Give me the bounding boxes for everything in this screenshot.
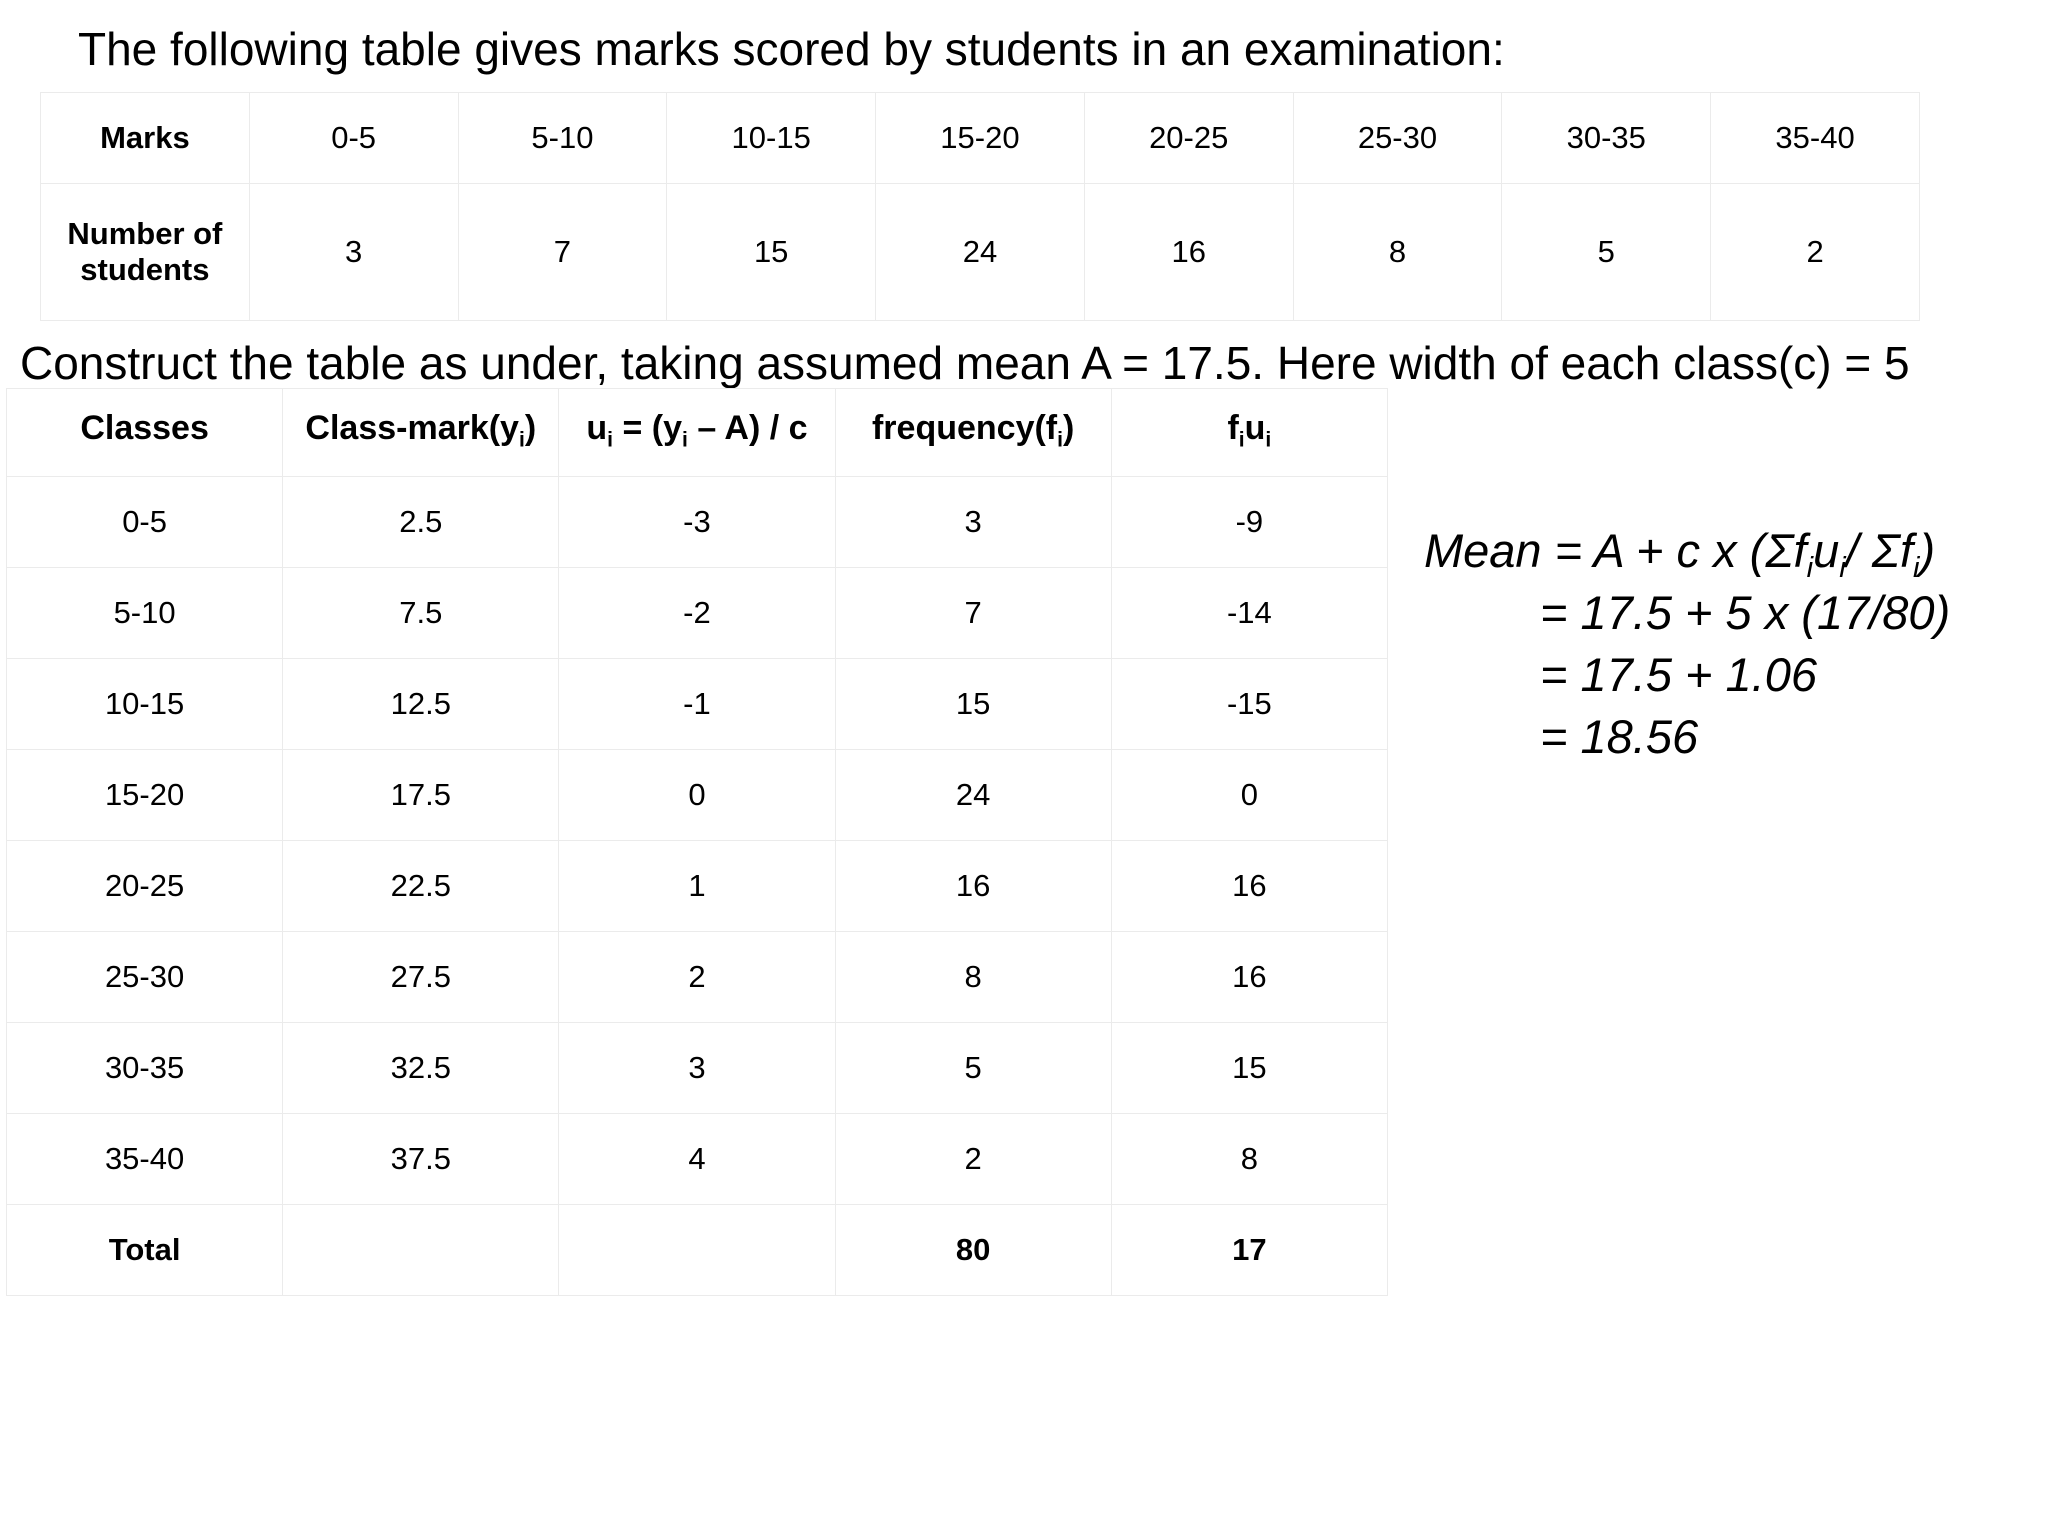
table-row bbox=[7, 659, 1388, 750]
class-mark-cell: 32.5 bbox=[283, 1023, 559, 1114]
mean-formula bbox=[1424, 520, 1950, 768]
frequency-cell: 3 bbox=[835, 477, 1111, 568]
fu-cell: 0 bbox=[1111, 750, 1387, 841]
table-row-marks bbox=[41, 93, 1920, 184]
u-cell: 2 bbox=[559, 932, 835, 1023]
class-mark-cell: 2.5 bbox=[283, 477, 559, 568]
u-cell: -1 bbox=[559, 659, 835, 750]
frequency-cell: 8 bbox=[835, 932, 1111, 1023]
class-mark-cell: 17.5 bbox=[283, 750, 559, 841]
fu-cell: -9 bbox=[1111, 477, 1387, 568]
marks-frequency-table bbox=[40, 92, 1920, 321]
class-mark-cell: 7.5 bbox=[283, 568, 559, 659]
class-mark-cell: 12.5 bbox=[283, 659, 559, 750]
header-fu: $f_iu_i$ bbox=[1111, 389, 1387, 477]
fu-cell: 16 bbox=[1111, 841, 1387, 932]
students-cell: 24 bbox=[876, 184, 1085, 321]
header-u: $u_i = (y_i - A) / c$ bbox=[559, 389, 835, 477]
class-mark-cell: 22.5 bbox=[283, 841, 559, 932]
table-row bbox=[7, 1114, 1388, 1205]
assumed-mean-table bbox=[6, 388, 1388, 1296]
fu-cell: -15 bbox=[1111, 659, 1387, 750]
students-cell: 3 bbox=[249, 184, 458, 321]
students-cell: 15 bbox=[667, 184, 876, 321]
class-mark-cell: 37.5 bbox=[283, 1114, 559, 1205]
frequency-cell: 5 bbox=[835, 1023, 1111, 1114]
row-header-marks: Marks bbox=[41, 93, 250, 184]
class-cell: 25-30 bbox=[7, 932, 283, 1023]
header-classes: Classes bbox=[7, 389, 283, 477]
page-title: The following table gives marks scored by students in an examination: bbox=[78, 23, 1505, 75]
fu-cell: 15 bbox=[1111, 1023, 1387, 1114]
table-row bbox=[7, 841, 1388, 932]
fu-cell: 16 bbox=[1111, 932, 1387, 1023]
total-frequency: 80 bbox=[835, 1205, 1111, 1296]
class-cell: 5-10 bbox=[7, 568, 283, 659]
table-row bbox=[7, 750, 1388, 841]
frequency-cell: 15 bbox=[835, 659, 1111, 750]
formula-line-3: = 17.5 + 1.06 bbox=[1540, 648, 1818, 701]
frequency-cell: 7 bbox=[835, 568, 1111, 659]
marks-cell: 0-5 bbox=[249, 93, 458, 184]
formula-line-4: = 18.56 bbox=[1540, 710, 1699, 763]
class-mark-cell: 27.5 bbox=[283, 932, 559, 1023]
u-cell: -3 bbox=[559, 477, 835, 568]
row-header-students: Number of students bbox=[41, 184, 250, 321]
class-cell: 15-20 bbox=[7, 750, 283, 841]
u-cell: 3 bbox=[559, 1023, 835, 1114]
frequency-cell: 16 bbox=[835, 841, 1111, 932]
students-cell: 2 bbox=[1711, 184, 1920, 321]
marks-cell: 5-10 bbox=[458, 93, 667, 184]
table-row bbox=[7, 932, 1388, 1023]
class-cell: 0-5 bbox=[7, 477, 283, 568]
marks-cell: 20-25 bbox=[1084, 93, 1293, 184]
marks-cell: 15-20 bbox=[876, 93, 1085, 184]
marks-cell: 35-40 bbox=[1711, 93, 1920, 184]
students-cell: 8 bbox=[1293, 184, 1502, 321]
fu-cell: -14 bbox=[1111, 568, 1387, 659]
class-cell: 10-15 bbox=[7, 659, 283, 750]
marks-cell: 25-30 bbox=[1293, 93, 1502, 184]
header-class-mark: Class-$mark(y_i)$ bbox=[283, 389, 559, 477]
class-cell: 20-25 bbox=[7, 841, 283, 932]
total-label: Total bbox=[7, 1205, 283, 1296]
total-row bbox=[7, 1205, 1388, 1296]
instruction-text: Construct the table as under, taking assumed mean A = 17.5. Here width of each class(c) = 5 bbox=[20, 337, 1910, 389]
u-cell: 1 bbox=[559, 841, 835, 932]
students-cell: 7 bbox=[458, 184, 667, 321]
empty-cell bbox=[283, 1205, 559, 1296]
formula-line-2: = 17.5 + 5 x (17/80) bbox=[1540, 586, 1951, 639]
formula-line-1: Mean = A + c x ($\Sigma f_iu_i/$ $\Sigma f_i$) bbox=[1424, 524, 1936, 585]
u-cell: -2 bbox=[559, 568, 835, 659]
marks-cell: 10-15 bbox=[667, 93, 876, 184]
students-cell: 16 bbox=[1084, 184, 1293, 321]
header-frequency: $frequency(f_i)$ bbox=[835, 389, 1111, 477]
table-row bbox=[7, 477, 1388, 568]
students-cell: 5 bbox=[1502, 184, 1711, 321]
table-row bbox=[7, 1023, 1388, 1114]
class-cell: 30-35 bbox=[7, 1023, 283, 1114]
table-row bbox=[7, 568, 1388, 659]
table-row-students bbox=[41, 184, 1920, 321]
frequency-cell: 24 bbox=[835, 750, 1111, 841]
u-cell: 4 bbox=[559, 1114, 835, 1205]
empty-cell bbox=[559, 1205, 835, 1296]
total-fu: 17 bbox=[1111, 1205, 1387, 1296]
class-cell: 35-40 bbox=[7, 1114, 283, 1205]
frequency-cell: 2 bbox=[835, 1114, 1111, 1205]
u-cell: 0 bbox=[559, 750, 835, 841]
marks-cell: 30-35 bbox=[1502, 93, 1711, 184]
fu-cell: 8 bbox=[1111, 1114, 1387, 1205]
table-header-row bbox=[7, 389, 1388, 477]
